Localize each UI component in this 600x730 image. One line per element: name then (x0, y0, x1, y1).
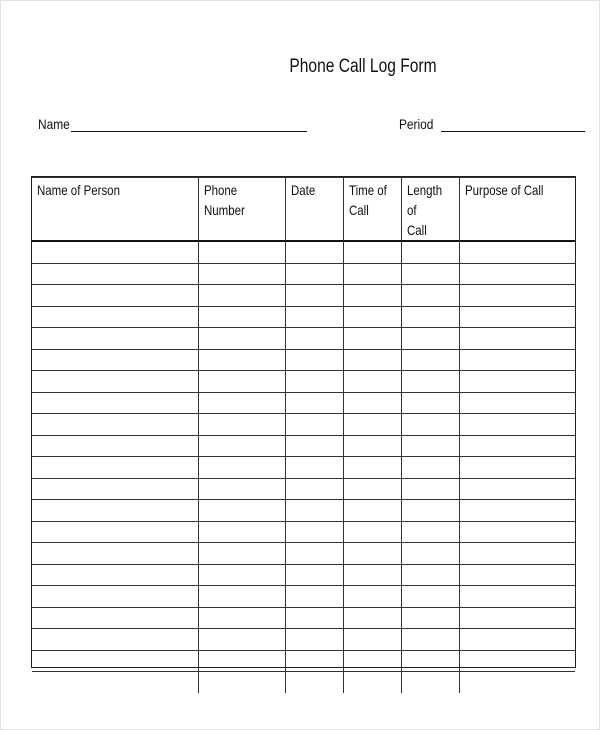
table-cell[interactable] (459, 285, 575, 307)
table-header-row (32, 178, 575, 242)
table-cell[interactable] (32, 564, 198, 586)
table-row (32, 478, 575, 500)
name-label: Name (38, 116, 70, 132)
table-cell[interactable] (343, 650, 401, 672)
table-cell[interactable] (285, 457, 343, 479)
table-cell[interactable] (459, 263, 575, 285)
table-cell[interactable] (198, 263, 285, 285)
table-cell[interactable] (459, 629, 575, 651)
table-cell[interactable] (285, 672, 343, 693)
period-input-line[interactable] (441, 117, 585, 132)
table-cell[interactable] (32, 371, 198, 393)
table-cell[interactable] (32, 241, 198, 263)
table-row (32, 521, 575, 543)
table-cell[interactable] (198, 241, 285, 263)
table-cell[interactable] (285, 521, 343, 543)
table-cell[interactable] (285, 629, 343, 651)
table-cell[interactable] (401, 435, 459, 457)
table-row (32, 392, 575, 414)
table-cell[interactable] (459, 521, 575, 543)
table-cell[interactable] (343, 478, 401, 500)
table-row (32, 629, 575, 651)
table-cell[interactable] (401, 629, 459, 651)
table-cell[interactable] (343, 629, 401, 651)
table-cell[interactable] (401, 285, 459, 307)
table-cell[interactable] (198, 543, 285, 565)
table-cell[interactable] (198, 328, 285, 350)
table-cell[interactable] (459, 241, 575, 263)
table-cell[interactable] (343, 349, 401, 371)
table-cell[interactable] (198, 306, 285, 328)
table-cell[interactable] (32, 672, 198, 693)
table-cell[interactable] (198, 371, 285, 393)
table-cell[interactable] (459, 306, 575, 328)
table-cell[interactable] (285, 306, 343, 328)
table-cell[interactable] (459, 650, 575, 672)
table-row (32, 457, 575, 479)
table-cell[interactable] (343, 414, 401, 436)
table-cell[interactable] (198, 349, 285, 371)
table-row (32, 306, 575, 328)
table-body (32, 241, 575, 693)
table-cell[interactable] (32, 328, 198, 350)
table-cell[interactable] (285, 349, 343, 371)
table-row (32, 650, 575, 672)
table-cell[interactable] (198, 629, 285, 651)
table-cell[interactable] (343, 521, 401, 543)
table-cell[interactable] (32, 285, 198, 307)
table-cell[interactable] (32, 263, 198, 285)
period-field (399, 116, 585, 132)
name-input-line[interactable] (71, 117, 307, 132)
table-cell[interactable] (285, 650, 343, 672)
table-cell[interactable] (198, 478, 285, 500)
table-cell[interactable] (459, 371, 575, 393)
table-cell[interactable] (401, 521, 459, 543)
table-cell[interactable] (401, 672, 459, 693)
table-cell[interactable] (285, 328, 343, 350)
column-header-phone-number (198, 178, 285, 242)
table-cell[interactable] (198, 607, 285, 629)
table-cell[interactable] (285, 263, 343, 285)
table-cell[interactable] (285, 478, 343, 500)
table-cell[interactable] (198, 285, 285, 307)
table-cell[interactable] (32, 586, 198, 608)
table-cell[interactable] (343, 371, 401, 393)
table-cell[interactable] (285, 435, 343, 457)
table-cell[interactable] (32, 650, 198, 672)
table-cell[interactable] (32, 435, 198, 457)
table-cell[interactable] (198, 500, 285, 522)
table-cell[interactable] (459, 607, 575, 629)
table-row (32, 607, 575, 629)
table-cell[interactable] (343, 607, 401, 629)
table-row (32, 543, 575, 565)
table-cell[interactable] (198, 650, 285, 672)
table-cell[interactable] (32, 392, 198, 414)
table-cell[interactable] (459, 478, 575, 500)
table-cell[interactable] (401, 306, 459, 328)
table-cell[interactable] (285, 543, 343, 565)
table-cell[interactable] (285, 241, 343, 263)
column-header-label: Purpose of Call (464, 182, 543, 198)
table-cell[interactable] (343, 564, 401, 586)
column-header-length-of-call (401, 178, 459, 242)
form-title: Phone Call Log Form (289, 56, 437, 77)
table-cell[interactable] (459, 435, 575, 457)
column-header-purpose-of-call (459, 178, 575, 242)
table-cell[interactable] (32, 543, 198, 565)
table-cell[interactable] (285, 392, 343, 414)
table-cell[interactable] (459, 500, 575, 522)
table-cell[interactable] (285, 607, 343, 629)
table-cell[interactable] (401, 414, 459, 436)
table-cell[interactable] (401, 392, 459, 414)
table-cell[interactable] (343, 672, 401, 693)
table-cell[interactable] (343, 586, 401, 608)
table-cell[interactable] (459, 328, 575, 350)
table-cell[interactable] (198, 414, 285, 436)
table-cell[interactable] (32, 414, 198, 436)
call-log-table (31, 176, 576, 668)
table-cell[interactable] (32, 500, 198, 522)
table-cell[interactable] (343, 241, 401, 263)
table-cell[interactable] (459, 457, 575, 479)
table-cell[interactable] (401, 607, 459, 629)
table-cell[interactable] (32, 457, 198, 479)
table-cell[interactable] (32, 629, 198, 651)
table-cell[interactable] (459, 414, 575, 436)
table-cell[interactable] (285, 414, 343, 436)
table-cell[interactable] (401, 263, 459, 285)
table-cell[interactable] (198, 586, 285, 608)
table-cell[interactable] (401, 371, 459, 393)
table-cell[interactable] (285, 371, 343, 393)
table-cell[interactable] (32, 521, 198, 543)
table-cell[interactable] (459, 349, 575, 371)
column-header-label: Time of Call (348, 182, 387, 218)
table-cell[interactable] (401, 328, 459, 350)
table-cell[interactable] (401, 650, 459, 672)
table-cell[interactable] (32, 607, 198, 629)
table-row (32, 371, 575, 393)
table-cell[interactable] (343, 457, 401, 479)
table-cell[interactable] (459, 392, 575, 414)
table-row (32, 328, 575, 350)
table-cell[interactable] (198, 457, 285, 479)
table-cell[interactable] (401, 478, 459, 500)
column-header-label: Phone Number (203, 182, 245, 218)
table-cell[interactable] (343, 328, 401, 350)
column-header-name-of-person (32, 178, 198, 242)
table-cell[interactable] (32, 349, 198, 371)
column-header-date (285, 178, 343, 242)
table-row (32, 672, 575, 693)
table-cell[interactable] (343, 263, 401, 285)
table-cell[interactable] (343, 435, 401, 457)
table-cell[interactable] (343, 285, 401, 307)
table-cell[interactable] (459, 543, 575, 565)
table-row (32, 500, 575, 522)
period-label: Period (399, 116, 434, 132)
table-cell[interactable] (343, 543, 401, 565)
table-row (32, 414, 575, 436)
table-cell[interactable] (32, 306, 198, 328)
table-cell[interactable] (401, 457, 459, 479)
table-row (32, 586, 575, 608)
table-cell[interactable] (459, 672, 575, 693)
table-cell[interactable] (401, 564, 459, 586)
table-cell[interactable] (285, 500, 343, 522)
column-header-label: Date (290, 182, 315, 198)
table-row (32, 263, 575, 285)
table-cell[interactable] (32, 478, 198, 500)
column-header-label: Name of Person (37, 182, 120, 198)
table-row (32, 285, 575, 307)
table-cell[interactable] (401, 349, 459, 371)
table-cell[interactable] (401, 241, 459, 263)
table-cell[interactable] (459, 564, 575, 586)
table-cell[interactable] (343, 392, 401, 414)
table-cell[interactable] (285, 285, 343, 307)
table-cell[interactable] (459, 586, 575, 608)
table-row (32, 241, 575, 263)
column-header-time-of-call (343, 178, 401, 242)
table-cell[interactable] (198, 435, 285, 457)
table-cell[interactable] (198, 564, 285, 586)
table-row (32, 349, 575, 371)
name-field (38, 116, 307, 132)
table-cell[interactable] (198, 672, 285, 693)
table-cell[interactable] (401, 500, 459, 522)
column-header-label: Length of Call (406, 182, 442, 238)
table-cell[interactable] (285, 586, 343, 608)
table-row (32, 435, 575, 457)
table-cell[interactable] (198, 521, 285, 543)
table-cell[interactable] (401, 586, 459, 608)
table-row (32, 564, 575, 586)
table-cell[interactable] (343, 500, 401, 522)
table-cell[interactable] (401, 543, 459, 565)
table-cell[interactable] (198, 392, 285, 414)
table-cell[interactable] (285, 564, 343, 586)
table-cell[interactable] (343, 306, 401, 328)
